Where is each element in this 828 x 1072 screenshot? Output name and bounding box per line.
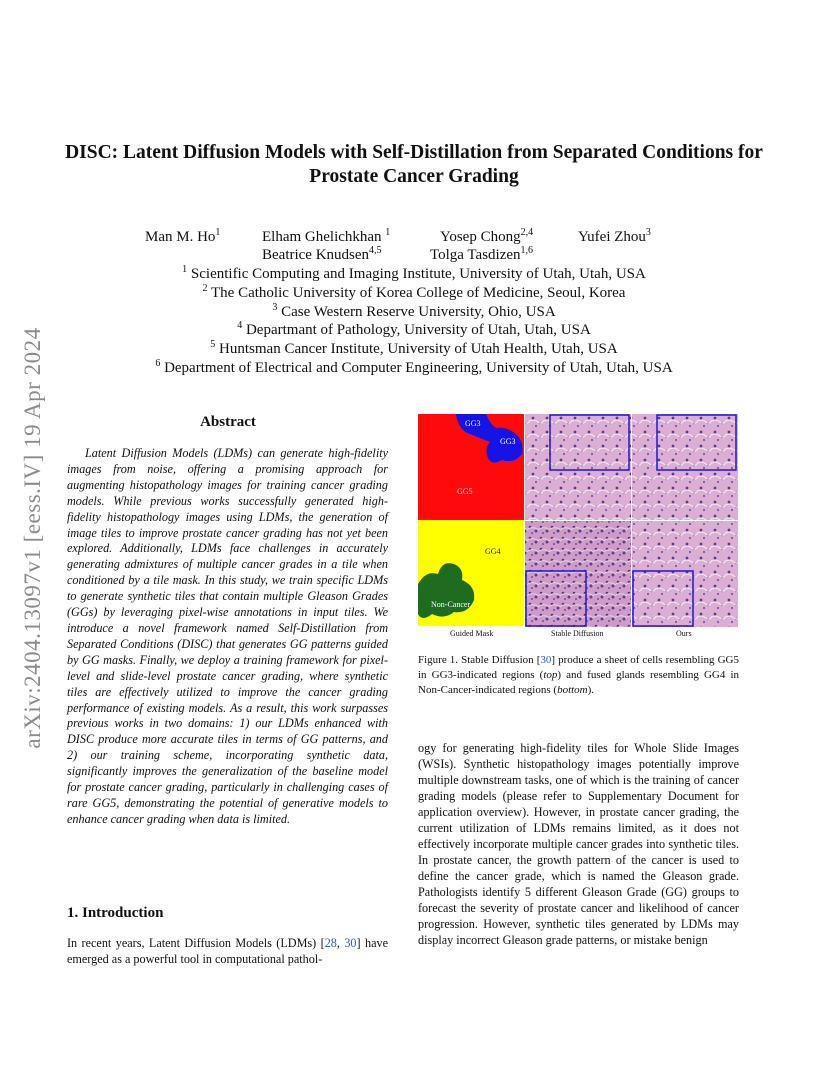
mask-label-gg3: GG3 — [465, 419, 481, 428]
affiliation: $^1$ Scientific Computing and Imaging Institute, University of Utah, Utah, USA — [182, 264, 646, 282]
ours-tile-bottom — [632, 521, 738, 627]
introduction-text: In recent years, Latent Diffusion Models (LDMs) [28, 30] have emerged as a powerful tool in computational pathol- — [67, 936, 388, 966]
author: Yosep Chong$^{2,4}$ — [440, 227, 534, 245]
column-label-stable-diffusion: Stable Diffusion — [551, 629, 604, 638]
affiliation: $^2$ The Catholic University of Korea College of Medicine, Seoul, Korea — [202, 283, 626, 301]
citation-link[interactable]: 28 — [324, 936, 337, 950]
figure-1 — [418, 414, 738, 630]
abstract-text: Latent Diffusion Models (LDMs) can generate high-fidelity images from noise, offering a promising approach for augmenting histopathology images for training cancer grading models. While previous works successfully generated high-fidelity histopathology images using LDMs, the generation of image tiles to improve prostate cancer grading has not yet been explored. Additionally, LDMs face challenges in accurately generating admixtures of multiple cancer grades in a tile when conditioned by a tile mask. In this study, we train specific LDMs to generate synthetic tiles that contain multiple Gleason Grades (GGs) by leveraging pixel-wise annotations in input tiles. We introduce a novel framework named Self-Distillation from Separated Conditions (DISC) that generates GG patterns guided by GG masks. Finally, we deploy a training framework for pixel-level and slide-level prostate cancer grading, where synthetic tiles are effectively utilized to improve the cancer grading performance of existing models. As a result, this work surpasses previous works in two domains: 1) our LDMs enhanced with DISC produce more accurate tiles in terms of GG patterns, and 2) our training scheme, incorporating synthetic data, significantly improves the generalization of the baseline model for prostate cancer grading, particularly in challenging cases of rare GG5, demonstrating the potential of generative models to enhance cancer grading when data is limited. — [67, 446, 388, 826]
author: Man M. Ho$^1$ — [145, 227, 221, 245]
affiliation: $^4$ Departmant of Pathology, University of Utah, Utah, USA — [237, 320, 591, 338]
abstract-heading: Abstract — [200, 414, 256, 430]
affiliation: $^6$ Department of Electrical and Computer Engineering, University of Utah, Utah, USA — [155, 358, 673, 376]
mask-label-gg3: GG3 — [500, 437, 516, 446]
author: Beatrice Knudsen$^{4,5}$ — [262, 245, 382, 263]
section-heading: 1. Introduction — [67, 905, 164, 921]
figure-caption: Figure 1. Stable Diffusion [30] produce a sheet of cells resembling GG5 in GG3-indicated regions (top) and fused glands resembling GG4 in Non-Cancer-indicated regions (bottom). — [418, 654, 740, 696]
column-label-guided-mask: Guided Mask — [450, 629, 494, 638]
arxiv-sidebar-stamp: arXiv:2404.13097v1 [eess.IV] 19 Apr 2024 — [20, 327, 45, 749]
mask-label-gg4: GG4 — [485, 547, 501, 556]
author: Elham Ghelichkhan $^1$ — [262, 227, 391, 245]
mask-label-non-cancer: Non-Cancer — [431, 600, 471, 609]
author: Tolga Tasdizen$^{1,6}$ — [430, 245, 534, 263]
paper-title: DISC: Latent Diffusion Models with Self-Distillation from Separated Conditions for Prostate Cancer Grading — [65, 142, 763, 187]
citation-link[interactable]: 30 — [540, 654, 552, 666]
citation-link[interactable]: 30 — [344, 936, 357, 950]
affiliation: $^5$ Huntsman Cancer Institute, University of Utah Health, Utah, USA — [210, 339, 618, 357]
introduction-text-continued: ogy for generating high-fidelity tiles for Whole Slide Images (WSIs). Synthetic histopathology images potentially improve multiple downstream tasks, one of which is the training of cancer grading models (please refer to Supplementary Document for application overview). However, in prostate cancer grading, the current utilization of LDMs remains limited, as it does not effectively incorporate multiple cancer grades into synthetic tiles. In prostate cancer, the growth pattern of the cancer is used to define the cancer grade, which is named the Gleason grade. Pathologists identify 5 different Gleason Grade (GG) groups to forecast the severity of prostate cancer and likelihood of cancer progression. However, synthetic tiles generated by LDMs may display incorrect Gleason grade patterns, or mistake benign — [418, 741, 739, 947]
column-label-ours: Ours — [676, 629, 692, 638]
ours-tile-top — [632, 414, 738, 520]
author: Yufei Zhou$^3$ — [578, 227, 651, 245]
mask-label-gg5: GG5 — [457, 487, 473, 496]
affiliation: $^3$ Case Western Reserve University, Ohio, USA — [272, 302, 556, 320]
stable-diffusion-tile-bottom — [525, 521, 631, 627]
stable-diffusion-tile-top — [525, 414, 631, 520]
